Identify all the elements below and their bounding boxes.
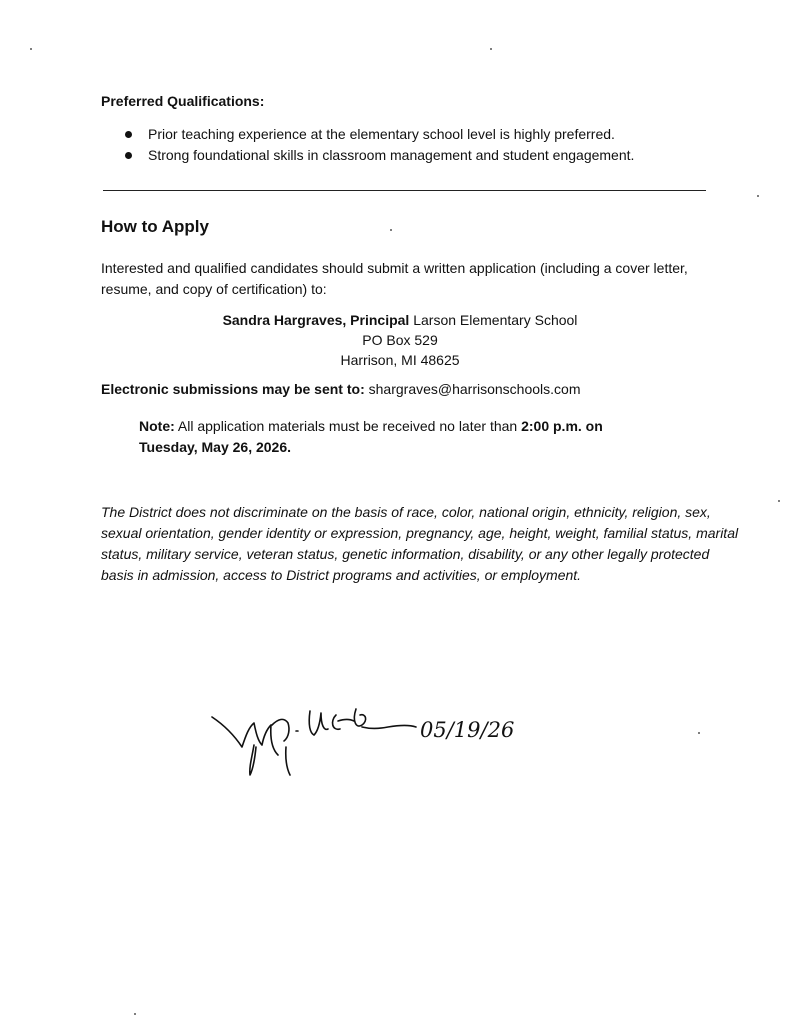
submission-email: shargraves@harrisonschools.com (368, 381, 581, 397)
signature-date: 05/19/26 (420, 718, 515, 742)
school-name: Larson Elementary School (413, 312, 578, 328)
bullet-icon (125, 131, 132, 138)
electronic-submission-label: Electronic submissions may be sent to: (101, 381, 365, 397)
electronic-submission-line (101, 381, 581, 397)
scan-speck (134, 1013, 136, 1015)
note-text: All application materials must be received no later than (177, 418, 518, 434)
signature (200, 695, 540, 785)
list-item (100, 124, 634, 145)
address-city: Harrison, MI 48625 (340, 352, 460, 368)
scan-speck (30, 48, 32, 50)
deadline-note (139, 416, 699, 458)
deadline-time: 2:00 p.m. on (521, 418, 603, 434)
scan-speck (698, 732, 700, 734)
how-to-apply-heading: How to Apply (101, 217, 209, 236)
scan-speck (757, 195, 759, 197)
mailing-address (120, 310, 680, 370)
signature-mark (212, 709, 416, 775)
address-line-1 (120, 310, 680, 330)
scan-speck (778, 500, 780, 502)
qualifications-list (100, 124, 634, 166)
apply-instructions: Interested and qualified candidates should submit a written application (including a cover letter, resume, and copy of certification) to: (101, 260, 688, 297)
address-po-box: PO Box 529 (362, 332, 438, 348)
qualification-text: Strong foundational skills in classroom management and student engagement. (148, 147, 635, 163)
contact-name: Sandra Hargraves, Principal (222, 312, 410, 328)
nondiscrimination-statement: The District does not discriminate on the basis of race, color, national origin, ethnicity, religion, sex, sexual orientation, gender identity or expression, pregnancy, age, height, weight, familial status, marital status, military service, veteran status, genetic information, disability, or any other legally protected basis in admission, access to District programs and activities, or employment. (101, 504, 739, 583)
scan-speck (390, 229, 392, 231)
section-divider (103, 190, 706, 191)
qualification-text: Prior teaching experience at the elementary school level is highly preferred. (148, 126, 615, 142)
bullet-icon (125, 152, 132, 159)
preferred-qualifications-heading: Preferred Qualifications: (101, 93, 265, 109)
scan-speck (490, 48, 492, 50)
list-item (100, 145, 634, 166)
note-label: Note: (139, 418, 175, 434)
deadline-date: Tuesday, May 26, 2026. (139, 439, 292, 455)
